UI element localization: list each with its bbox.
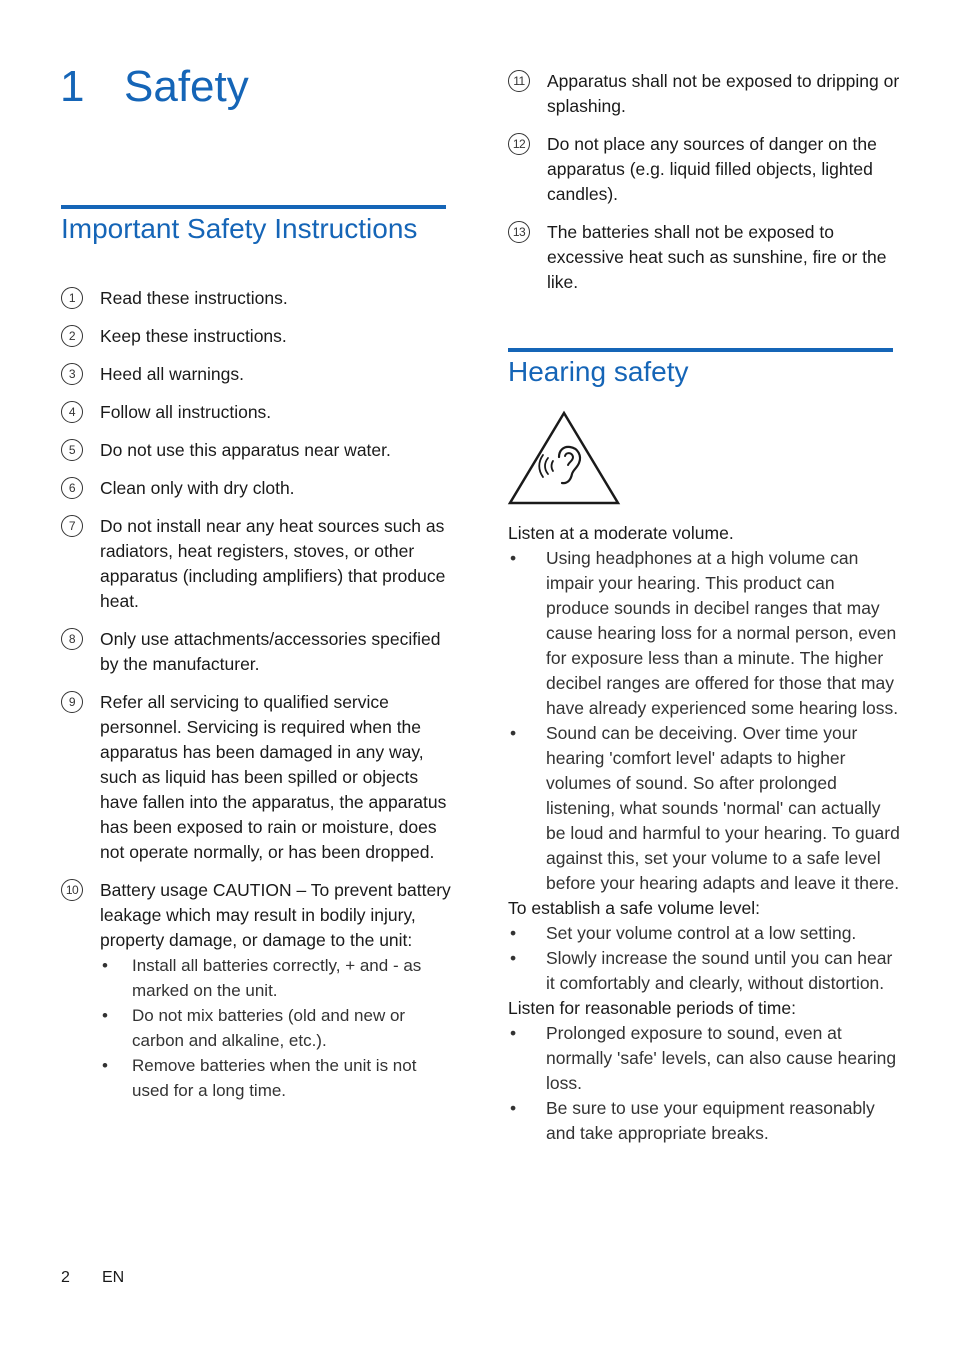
- item-text: Do not place any sources of danger on the apparatus (e.g. liquid filled objects, lighted candles).: [547, 134, 877, 204]
- list-item: [508, 69, 900, 119]
- bullet: •: [102, 1006, 108, 1025]
- chapter-number: 1: [60, 62, 85, 111]
- list-item: [508, 946, 900, 996]
- page-number: 2: [61, 1269, 70, 1286]
- sublist-text: Install all batteries correctly, + and - as marked on the unit.: [132, 956, 422, 1000]
- item-number: 6: [61, 477, 83, 499]
- list-item: [508, 132, 900, 207]
- bullet: •: [510, 923, 517, 943]
- sublist-text: Do not mix batteries (old and new or carbon and alkaline, etc.).: [132, 1006, 406, 1050]
- moderate-volume-list: [508, 546, 900, 896]
- bullet-text: Using headphones at a high volume can impair your hearing. This product can produce sounds in decibel ranges that may cause hearing loss for a normal person, even for exposure less than a minute. The higher decibel ranges are offered for those that may have already experienced some hearing loss.: [546, 548, 899, 718]
- item-text: Only use attachments/accessories specified by the manufacturer.: [100, 629, 441, 674]
- bullet: •: [102, 1056, 108, 1075]
- list-item: [508, 220, 900, 295]
- sublist-text: Remove batteries when the unit is not used for a long time.: [132, 1056, 417, 1100]
- section-rule: [508, 348, 893, 352]
- section-title-important: Important Safety Instructions: [61, 213, 418, 244]
- item-number: 4: [61, 401, 83, 423]
- bullet: •: [510, 548, 517, 568]
- bullet-text: Sound can be deceiving. Over time your hearing 'comfort level' adapts to higher volumes of sound. So after prolonged listening, what sounds 'normal' can actually be loud and harmful to your hearing. To guard against this, set your volume to a safe level before your hearing adapts and leave it there.: [546, 723, 900, 893]
- subheading-moderate-volume: Listen at a moderate volume.: [508, 523, 734, 543]
- item-number: 2: [61, 325, 83, 347]
- safe-level-list: [508, 921, 900, 996]
- battery-sublist: [100, 953, 453, 1103]
- bullet-text: Set your volume control at a low setting.: [546, 923, 857, 943]
- list-item: [61, 878, 453, 1103]
- chapter-title: Safety: [124, 62, 249, 111]
- bullet-text: Slowly increase the sound until you can hear it comfortably and clearly, without distortion.: [546, 948, 893, 993]
- item-number: 13: [508, 221, 530, 243]
- sublist-item: [100, 1003, 453, 1053]
- item-number: 7: [61, 515, 83, 537]
- section-rule: [61, 205, 446, 209]
- subheading-safe-level: To establish a safe volume level:: [508, 898, 760, 918]
- item-number: 1: [61, 287, 83, 309]
- item-number: 10: [61, 879, 83, 901]
- list-item: [61, 400, 453, 425]
- bullet: •: [510, 723, 517, 743]
- subheading-reasonable-periods: Listen for reasonable periods of time:: [508, 998, 796, 1018]
- bullet-text: Be sure to use your equipment reasonably and take appropriate breaks.: [546, 1098, 875, 1143]
- item-number: 8: [61, 628, 83, 650]
- list-item: [508, 1021, 900, 1096]
- item-text: Heed all warnings.: [100, 364, 244, 384]
- item-number: 5: [61, 439, 83, 461]
- list-item: [61, 362, 453, 387]
- list-item: [61, 476, 453, 501]
- bullet: •: [510, 1098, 517, 1118]
- item-text: Do not use this apparatus near water.: [100, 440, 391, 460]
- bullet: •: [510, 948, 517, 968]
- item-text: Refer all servicing to qualified service personnel. Servicing is required when the apparatus has been damaged in any way, such as liquid has been spilled or objects have fallen into the apparatus, the apparatus has been exposed to rain or moisture, does not operate normally, or has been dropped.: [100, 692, 447, 862]
- item-text: Read these instructions.: [100, 288, 288, 308]
- sublist-item: [100, 1053, 453, 1103]
- list-item: [508, 921, 900, 946]
- chapter-heading: [60, 62, 249, 112]
- bullet: •: [102, 956, 108, 975]
- item-number: 12: [508, 133, 530, 155]
- hearing-safety-content: [508, 521, 900, 1146]
- item-text: Follow all instructions.: [100, 402, 272, 422]
- item-text: Apparatus shall not be exposed to dripping or splashing.: [547, 71, 900, 116]
- list-item: [508, 721, 900, 896]
- item-text: Do not install near any heat sources such as radiators, heat registers, stoves, or other apparatus (including amplifiers) that produce heat.: [100, 516, 446, 611]
- list-item: [508, 546, 900, 721]
- list-item: [61, 286, 453, 311]
- list-item: [61, 514, 453, 614]
- sublist-item: [100, 953, 453, 1003]
- language-code: EN: [102, 1269, 125, 1286]
- section-title-hearing: Hearing safety: [508, 356, 689, 387]
- item-number: 3: [61, 363, 83, 385]
- safety-instructions-list: [61, 286, 453, 1116]
- list-item: [61, 690, 453, 865]
- item-text: Keep these instructions.: [100, 326, 287, 346]
- item-text: Battery usage CAUTION – To prevent battery leakage which may result in bodily injury, property damage, or damage to the unit:: [100, 880, 451, 950]
- list-item: [508, 1096, 900, 1146]
- reasonable-periods-list: [508, 1021, 900, 1146]
- item-number: 9: [61, 691, 83, 713]
- hearing-warning-icon: [507, 410, 621, 506]
- item-text: Clean only with dry cloth.: [100, 478, 295, 498]
- bullet-text: Prolonged exposure to sound, even at normally 'safe' levels, can also cause hearing loss.: [546, 1023, 897, 1093]
- list-item: [61, 627, 453, 677]
- item-text: The batteries shall not be exposed to excessive heat such as sunshine, fire or the like.: [547, 222, 887, 292]
- list-item: [61, 324, 453, 349]
- safety-instructions-continued: [508, 69, 900, 308]
- item-number: 11: [508, 70, 530, 92]
- bullet: •: [510, 1023, 517, 1043]
- list-item: [61, 438, 453, 463]
